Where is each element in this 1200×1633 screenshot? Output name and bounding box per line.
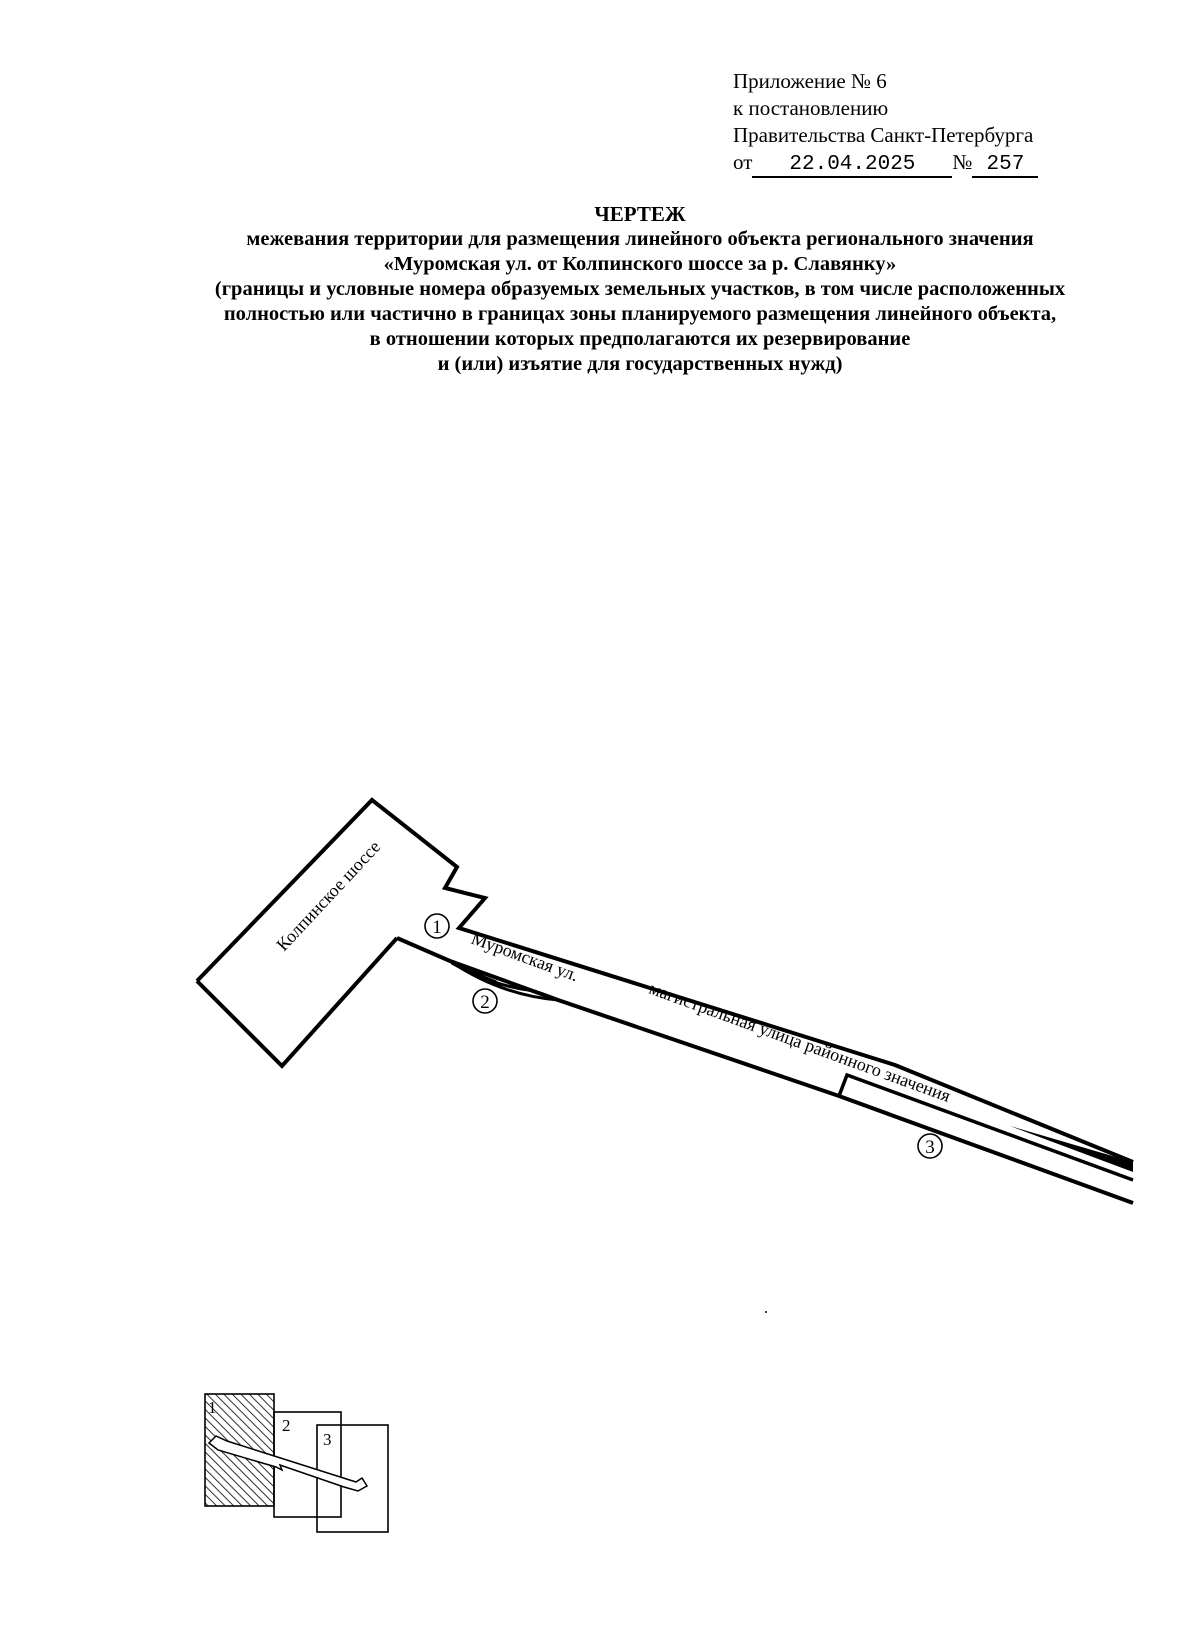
title-line-3: (границы и условные номера образуемых земельных участков, в том числе расположенных [214, 278, 1066, 300]
parcel-3-number: 3 [925, 1137, 935, 1158]
parcel-1-number: 1 [432, 917, 442, 938]
appendix-decree-ref: к постановлению [733, 96, 889, 120]
key-sheet-2-number: 2 [282, 1416, 291, 1435]
label-magistral: магистральная улица районного значения [646, 977, 954, 1106]
decree-date: 22.04.2025 [752, 154, 952, 178]
parcel-1-boundary [197, 800, 1133, 1162]
label-muromskaya-ul: Муромская ул. [468, 927, 582, 986]
label-kolpinskoe-shosse: Колпинское шоссе [272, 836, 385, 955]
parcel-3-divider [839, 1075, 1133, 1180]
decree-number: 257 [972, 154, 1038, 178]
number-prefix: № [952, 150, 973, 174]
key-map [205, 1394, 388, 1532]
parcel-2-number: 2 [480, 992, 490, 1013]
title-line-5: в отношении которых предполагаются их резервирование [369, 328, 911, 350]
appendix-authority: Правительства Санкт-Петербурга [733, 123, 1034, 147]
parcel-3-boundary [397, 938, 1133, 1203]
date-prefix: от [733, 150, 753, 174]
parcel-1-marker [425, 914, 449, 938]
title-line-6: и (или) изъятие для государственных нужд) [437, 353, 843, 375]
drawing-title: ЧЕРТЕЖ [594, 202, 686, 226]
title-line-2: «Муромская ул. от Колпинского шоссе за р. Славянку» [383, 253, 897, 275]
scan-speck [765, 1311, 767, 1313]
key-sheet-1-number: 1 [208, 1398, 217, 1417]
title-line-4: полностью или частично в границах зоны планируемого размещения линейного объекта, [223, 303, 1057, 325]
parcel-3-marker [918, 1134, 942, 1158]
key-sheet-3-number: 3 [323, 1430, 332, 1449]
appendix-number: Приложение № 6 [733, 69, 887, 93]
parcel-2-marker [473, 989, 497, 1013]
title-line-1: межевания территории для размещения линейного объекта регионального значения [246, 228, 1034, 250]
